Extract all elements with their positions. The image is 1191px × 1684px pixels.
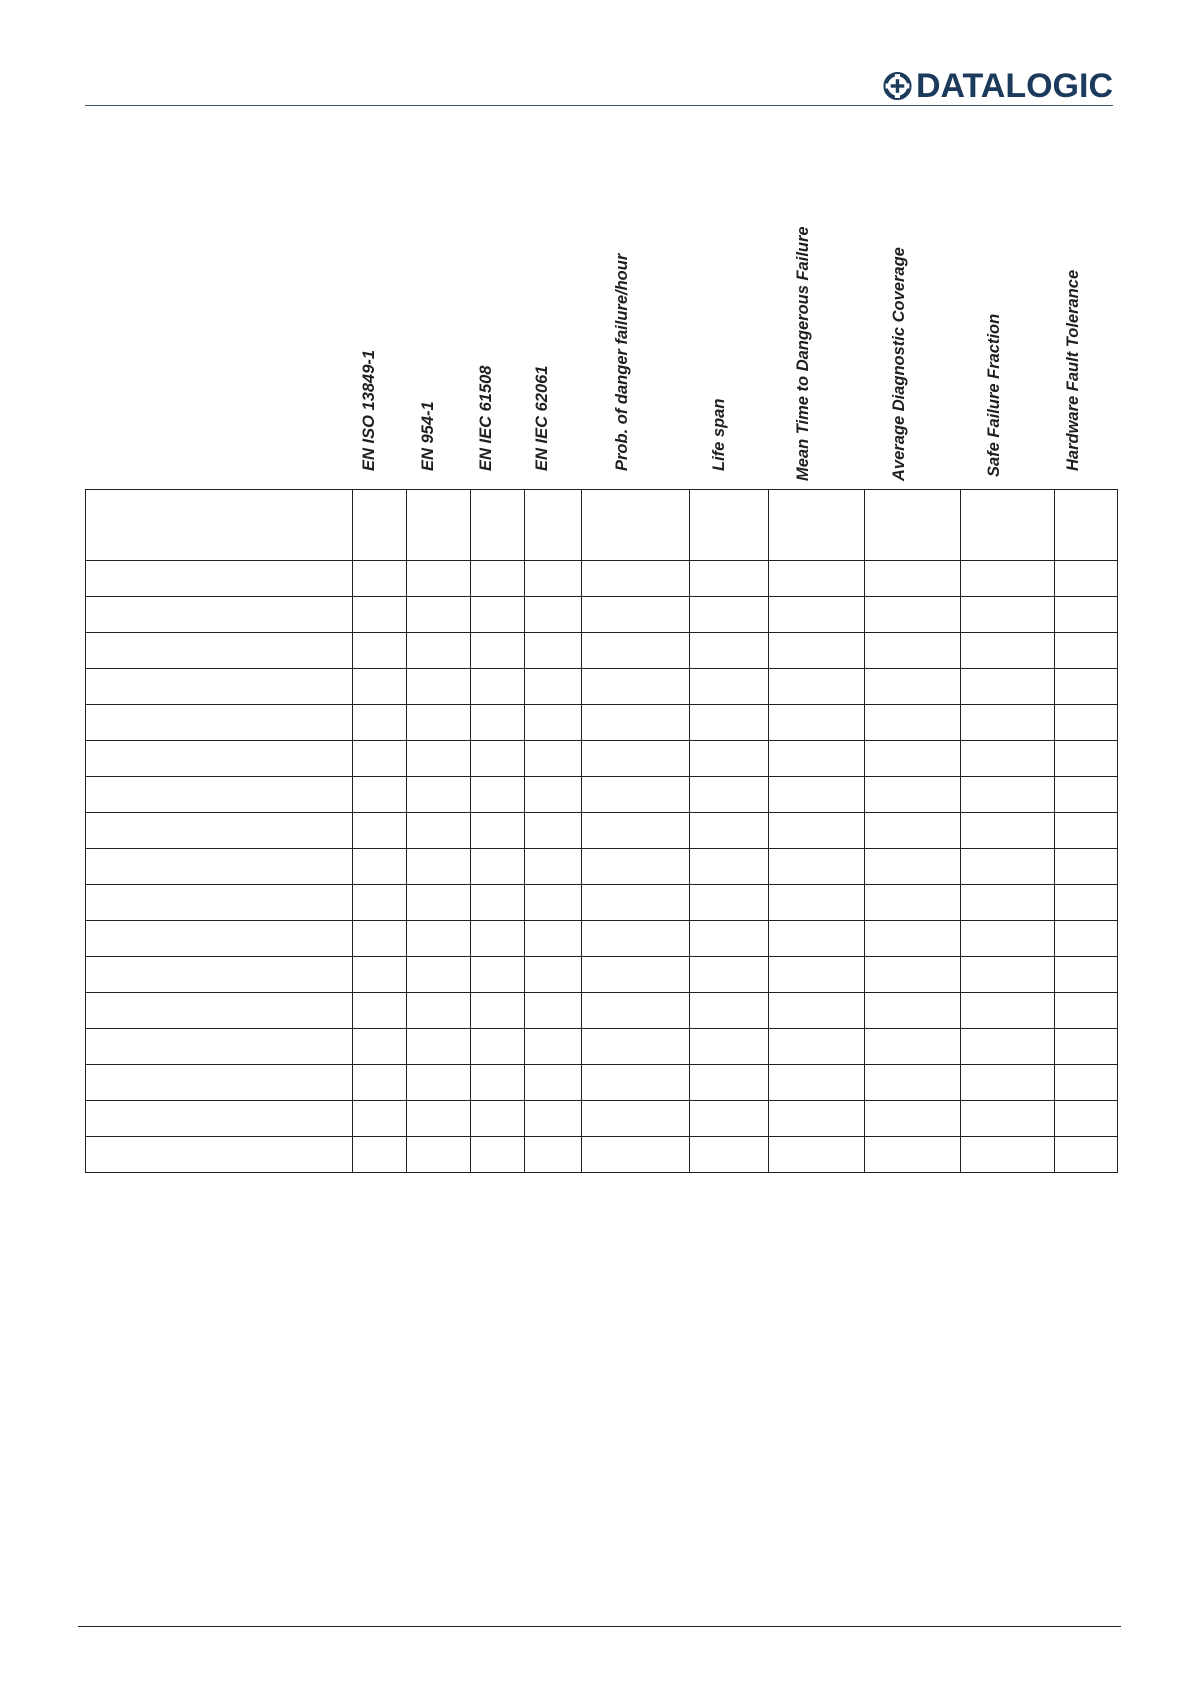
table-cell — [865, 957, 961, 993]
table-cell — [407, 1065, 471, 1101]
table-cell — [353, 1137, 407, 1173]
table-cell — [1055, 633, 1118, 669]
table-cell — [690, 993, 769, 1029]
table-cell — [690, 921, 769, 957]
table-cell — [769, 1029, 865, 1065]
table-cell — [690, 561, 769, 597]
table-cell — [525, 1101, 582, 1137]
column-header-avg-diagnostic-coverage: Average Diagnostic Coverage — [890, 247, 908, 481]
table-cell — [865, 741, 961, 777]
table-cell — [86, 993, 353, 1029]
table-cell — [525, 1137, 582, 1173]
table-cell — [1055, 669, 1118, 705]
column-header-en-954-1: EN 954-1 — [419, 401, 437, 471]
table-row — [86, 885, 1118, 921]
table-row — [86, 597, 1118, 633]
table-body — [86, 490, 1118, 1173]
table-cell — [582, 885, 690, 921]
table-cell — [353, 705, 407, 741]
table-cell — [525, 1029, 582, 1065]
table-cell — [961, 957, 1055, 993]
table-cell — [353, 561, 407, 597]
table-cell — [407, 957, 471, 993]
table-cell — [690, 885, 769, 921]
table-cell — [407, 597, 471, 633]
table-cell — [86, 1029, 353, 1065]
table-cell — [865, 705, 961, 741]
table-cell — [525, 957, 582, 993]
table-cell — [769, 669, 865, 705]
table-cell — [353, 957, 407, 993]
table-cell — [407, 705, 471, 741]
column-header-safe-failure-fraction: Safe Failure Fraction — [985, 313, 1003, 477]
table-cell — [769, 957, 865, 993]
table-cell — [353, 633, 407, 669]
table-cell — [582, 1029, 690, 1065]
table-row — [86, 669, 1118, 705]
footer-divider — [78, 1626, 1121, 1627]
column-header-en-iso-13849-1: EN ISO 13849-1 — [360, 349, 378, 471]
table-cell — [865, 1137, 961, 1173]
table-cell — [1055, 777, 1118, 813]
table-cell — [471, 921, 525, 957]
table-cell — [865, 1065, 961, 1101]
table-cell — [690, 597, 769, 633]
table-cell — [961, 1065, 1055, 1101]
table-cell — [471, 1101, 525, 1137]
table-cell — [865, 849, 961, 885]
column-header-mttfd: Mean Time to Dangerous Failure — [794, 226, 812, 481]
table-cell — [865, 561, 961, 597]
table-cell — [86, 561, 353, 597]
table-cell — [471, 849, 525, 885]
table-cell — [86, 777, 353, 813]
table-cell — [353, 1065, 407, 1101]
table-row — [86, 705, 1118, 741]
table-cell — [86, 849, 353, 885]
table-cell — [525, 669, 582, 705]
table-cell — [769, 597, 865, 633]
column-header-life-span: Life span — [710, 398, 728, 471]
table-cell — [582, 705, 690, 741]
table-cell — [961, 1101, 1055, 1137]
column-header-hardware-fault-tolerance: Hardware Fault Tolerance — [1064, 269, 1082, 471]
table-cell — [769, 993, 865, 1029]
table-cell — [407, 561, 471, 597]
table-cell — [86, 957, 353, 993]
table-cell — [582, 813, 690, 849]
table-cell — [353, 1101, 407, 1137]
table-cell — [690, 1137, 769, 1173]
table-cell — [690, 849, 769, 885]
table-cell — [582, 849, 690, 885]
table-row — [86, 921, 1118, 957]
table-cell — [86, 741, 353, 777]
table-cell — [690, 705, 769, 741]
table-row — [86, 1101, 1118, 1137]
table-cell — [769, 633, 865, 669]
table-cell — [86, 1137, 353, 1173]
table-cell — [525, 813, 582, 849]
table-cell — [690, 957, 769, 993]
table-cell — [353, 885, 407, 921]
table-cell — [471, 669, 525, 705]
table-cell — [1055, 885, 1118, 921]
table-cell — [525, 777, 582, 813]
table-cell — [582, 993, 690, 1029]
table-cell — [86, 885, 353, 921]
table-cell — [865, 597, 961, 633]
table-cell — [353, 849, 407, 885]
table-cell — [961, 669, 1055, 705]
table-cell — [525, 705, 582, 741]
table-cell — [961, 885, 1055, 921]
table-cell — [471, 741, 525, 777]
table-cell — [407, 777, 471, 813]
table-cell — [582, 777, 690, 813]
table-cell — [961, 1029, 1055, 1065]
table-cell — [865, 633, 961, 669]
table-cell — [961, 993, 1055, 1029]
table-cell — [769, 1065, 865, 1101]
table-cell — [1055, 993, 1118, 1029]
table-cell — [407, 849, 471, 885]
column-header-en-iec-62061: EN IEC 62061 — [533, 365, 551, 471]
table-cell — [769, 741, 865, 777]
table-cell — [1055, 849, 1118, 885]
table-cell — [769, 561, 865, 597]
brand-name: DATALOGIC — [915, 67, 1113, 105]
table-row — [86, 633, 1118, 669]
table-cell — [525, 597, 582, 633]
table-cell — [353, 921, 407, 957]
table-cell — [525, 921, 582, 957]
table-cell — [353, 597, 407, 633]
table-cell — [961, 849, 1055, 885]
header-divider — [85, 105, 1113, 106]
table-cell — [86, 705, 353, 741]
table-cell — [961, 813, 1055, 849]
safety-parameters-table — [85, 489, 1118, 1173]
table-cell — [86, 921, 353, 957]
table-cell — [769, 777, 865, 813]
table-cell — [961, 921, 1055, 957]
table-cell — [471, 633, 525, 669]
table-cell — [525, 993, 582, 1029]
table-row — [86, 849, 1118, 885]
table-cell — [690, 633, 769, 669]
table-cell — [961, 705, 1055, 741]
table-cell — [769, 1101, 865, 1137]
table-cell — [1055, 1137, 1118, 1173]
column-header-prob-danger-failure: Prob. of danger failure/hour — [613, 253, 631, 471]
table-cell — [471, 705, 525, 741]
table-cell — [769, 705, 865, 741]
table-cell — [961, 633, 1055, 669]
table-cell — [961, 741, 1055, 777]
table-cell — [961, 597, 1055, 633]
table-cell — [769, 849, 865, 885]
table-cell — [769, 1137, 865, 1173]
table-cell — [407, 741, 471, 777]
table-cell — [1055, 741, 1118, 777]
table-cell — [582, 561, 690, 597]
table-cell — [961, 777, 1055, 813]
table-cell — [407, 921, 471, 957]
column-header-en-iec-61508: EN IEC 61508 — [477, 365, 495, 471]
table-cell — [407, 633, 471, 669]
table-cell — [1055, 813, 1118, 849]
table-cell — [471, 885, 525, 921]
table-cell — [353, 777, 407, 813]
table-cell — [865, 1029, 961, 1065]
datalogic-logo-icon — [883, 69, 912, 103]
table-row — [86, 993, 1118, 1029]
table-cell — [353, 669, 407, 705]
table-row — [86, 813, 1118, 849]
table-cell — [407, 885, 471, 921]
table-cell — [353, 1029, 407, 1065]
table-cell — [1055, 705, 1118, 741]
table-cell — [86, 1101, 353, 1137]
table-cell — [471, 813, 525, 849]
table-cell — [961, 561, 1055, 597]
table-cell — [1055, 921, 1118, 957]
table-row — [86, 1029, 1118, 1065]
table-cell — [407, 669, 471, 705]
table-cell — [525, 849, 582, 885]
table-cell — [471, 1137, 525, 1173]
table-cell — [690, 1065, 769, 1101]
table-cell — [690, 813, 769, 849]
table-cell — [86, 669, 353, 705]
table-cell — [769, 921, 865, 957]
table-cell — [690, 1029, 769, 1065]
table-cell — [582, 669, 690, 705]
table-cell — [525, 633, 582, 669]
table-cell — [961, 1137, 1055, 1173]
table-cell — [582, 921, 690, 957]
table-cell — [865, 885, 961, 921]
table-cell — [690, 669, 769, 705]
table-cell — [1055, 957, 1118, 993]
table-cell — [1055, 1101, 1118, 1137]
table-cell — [471, 561, 525, 597]
table-cell — [471, 993, 525, 1029]
table-cell — [582, 741, 690, 777]
table-cell — [407, 813, 471, 849]
table-cell — [86, 813, 353, 849]
table-cell — [865, 777, 961, 813]
table-cell — [407, 1137, 471, 1173]
table-cell — [582, 1137, 690, 1173]
table-cell — [865, 1101, 961, 1137]
table-cell — [1055, 597, 1118, 633]
table-row — [86, 741, 1118, 777]
table-cell — [471, 1029, 525, 1065]
table-cell — [86, 1065, 353, 1101]
table-cell — [865, 921, 961, 957]
table-cell — [471, 777, 525, 813]
table-cell — [865, 993, 961, 1029]
table-cell — [407, 993, 471, 1029]
table-cell — [86, 597, 353, 633]
table-row — [86, 777, 1118, 813]
table-row — [86, 957, 1118, 993]
table-header-row — [86, 490, 1118, 561]
table-cell — [865, 669, 961, 705]
table-cell — [690, 1101, 769, 1137]
table-cell — [769, 885, 865, 921]
table-cell — [407, 1029, 471, 1065]
table-cell — [865, 813, 961, 849]
table-cell — [582, 597, 690, 633]
table-cell — [1055, 1065, 1118, 1101]
table-cell — [525, 561, 582, 597]
table-cell — [525, 1065, 582, 1101]
table-cell — [471, 1065, 525, 1101]
table-row — [86, 1065, 1118, 1101]
table-row — [86, 561, 1118, 597]
table-cell — [1055, 1029, 1118, 1065]
table-cell — [582, 1101, 690, 1137]
table-cell — [407, 1101, 471, 1137]
table-cell — [525, 741, 582, 777]
table-cell — [471, 597, 525, 633]
table-cell — [525, 885, 582, 921]
table-cell — [1055, 561, 1118, 597]
table-cell — [690, 741, 769, 777]
table-cell — [353, 993, 407, 1029]
table-cell — [353, 741, 407, 777]
table-cell — [471, 957, 525, 993]
table-cell — [582, 633, 690, 669]
table-cell — [582, 957, 690, 993]
datalogic-logo — [883, 66, 1113, 106]
table-cell — [353, 813, 407, 849]
table-row — [86, 1137, 1118, 1173]
table-cell — [86, 633, 353, 669]
table-cell — [769, 813, 865, 849]
table-cell — [690, 777, 769, 813]
table-cell — [582, 1065, 690, 1101]
